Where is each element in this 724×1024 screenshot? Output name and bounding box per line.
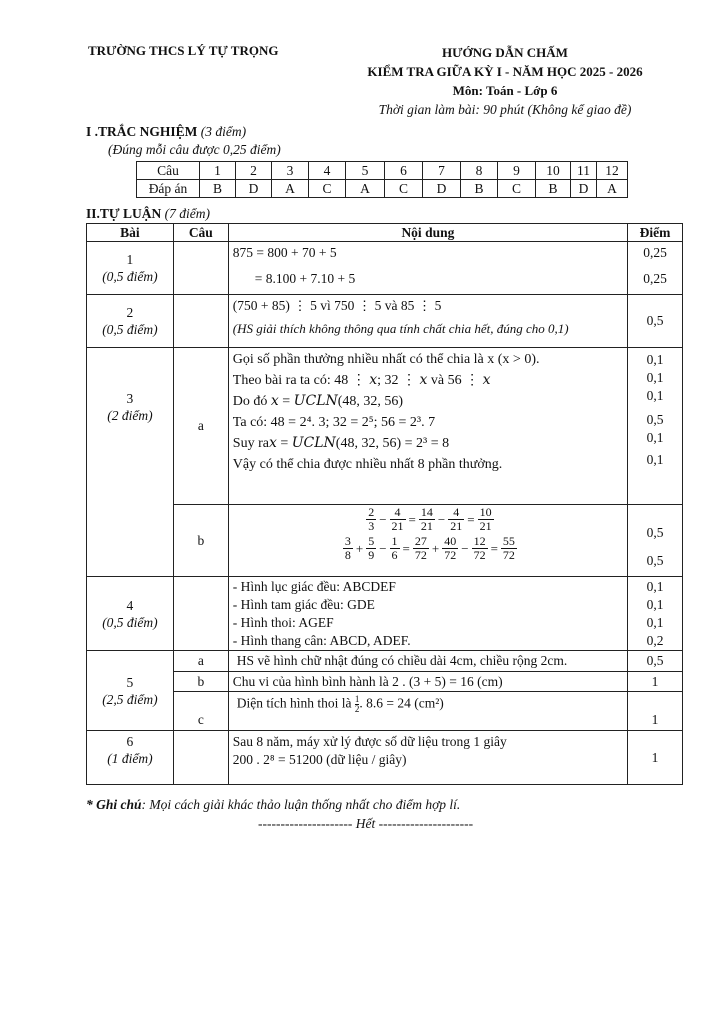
question-number: 7: [423, 162, 461, 180]
answer-letter: A: [272, 180, 309, 198]
section1-title: [86, 124, 246, 140]
score-cell: [628, 577, 683, 651]
content-cell: [228, 692, 627, 731]
content-line: - Hình thang cân: ABCD, ADEF.: [232, 633, 411, 648]
bai-points: (2,5 điểm): [102, 691, 158, 707]
content-line: Ta có: 48 = 2⁴. 3; 32 = 2⁵; 56 = 2³. 7: [232, 415, 436, 430]
answer-letter: B: [200, 180, 236, 198]
score: 1: [651, 673, 659, 689]
school-name: TRƯỜNG THCS LÝ TỰ TRỌNG: [88, 43, 279, 58]
fraction: $\frac{12}{72}$: [473, 534, 486, 562]
bai-cell: [87, 242, 174, 295]
score: 0,1: [646, 452, 664, 467]
section2-points: (7 điểm): [164, 206, 210, 221]
score: 0,5: [646, 313, 664, 328]
score: 0,1: [646, 352, 664, 367]
bai-cell: [87, 348, 174, 577]
answer-letter: A: [346, 180, 385, 198]
cau-cell: [173, 295, 228, 348]
bai-number: 3: [126, 391, 134, 406]
score: 0,5: [646, 525, 664, 540]
section2-heading: II.TỰ LUẬN: [86, 206, 162, 221]
header-block: [340, 43, 670, 119]
section2-title: [86, 206, 210, 222]
equation-1: $\frac{2}{3}$ − $\frac{4}{21}$ = $\frac{14}{21}$ − $\frac{4}{21}$ = $\frac{10}{21}$: [368, 505, 492, 533]
question-number: 1: [200, 162, 236, 180]
bai-number: 4: [126, 597, 134, 613]
content-line: (750 + 85) ⋮ 5 vì 750 ⋮ 5 và 85 ⋮ 5: [232, 298, 442, 313]
cau-cell: [173, 731, 228, 785]
bai-points: (2 điểm): [107, 408, 153, 423]
header-noidung: Nội dung: [228, 224, 627, 242]
content-line: Chu vi của hình bình hành là 2 . (3 + 5) = 16 (cm): [232, 673, 503, 689]
question-label: Câu: [137, 162, 200, 180]
header-diem: Điểm: [628, 224, 683, 242]
score-cell: [628, 651, 683, 672]
footnote: [86, 797, 460, 813]
question-number: 12: [597, 162, 628, 180]
cau-label: c: [197, 712, 204, 727]
section1-heading: I .TRẮC NGHIỆM: [86, 124, 198, 139]
answer-letter: C: [385, 180, 423, 198]
equation-2: $\frac{3}{8}$ + $\frac{5}{9}$ − $\frac{1}{6}$ = $\frac{27}{72}$ + $\frac{40}{72}$ − $\frac{12}{72}$ = $\frac{55}{72}$: [344, 534, 515, 562]
score: 0,1: [646, 430, 664, 445]
fraction: $\frac{3}{8}$: [344, 534, 351, 562]
score-cell: [628, 692, 683, 731]
content-line: Do đó 𝑥 = 𝑈𝐶𝐿𝑁(48, 32, 56): [232, 394, 404, 409]
content-text: Diện tích hình thoi là: [236, 695, 355, 711]
question-number: 11: [571, 162, 597, 180]
content-cell: [228, 348, 627, 505]
fraction: $\frac{2}{3}$: [368, 505, 375, 533]
fraction: $\frac{40}{72}$: [444, 534, 457, 562]
question-row: [137, 162, 628, 180]
cau-cell: b: [173, 672, 228, 692]
section1-points: (3 điểm): [200, 124, 247, 139]
fraction: $\frac{5}{9}$: [368, 534, 375, 562]
question-number: 8: [461, 162, 498, 180]
score: 1: [651, 749, 659, 765]
cau-cell: [173, 242, 228, 295]
content-line: - Hình tam giác đều: GDE: [232, 597, 375, 612]
score: 0,25: [643, 271, 667, 286]
question-number: 4: [309, 162, 346, 180]
score-cell: [628, 672, 683, 692]
question-number: 10: [536, 162, 571, 180]
content-cell: [228, 672, 627, 692]
score-cell: [628, 348, 683, 505]
subject: Môn: Toán - Lớp 6: [452, 83, 558, 98]
score-cell: [628, 295, 683, 348]
doc-title: HƯỚNG DẪN CHẤM: [442, 45, 568, 60]
fraction: $\frac{1}{2}$: [354, 694, 360, 714]
score: 0,25: [643, 245, 667, 260]
score-cell: [628, 505, 683, 577]
bai-number: 6: [126, 734, 134, 749]
bai-points: (0,5 điểm): [102, 269, 158, 284]
answer-letter: D: [236, 180, 272, 198]
score: 0,2: [646, 633, 664, 648]
end-marker: [258, 816, 473, 832]
bai-cell: [87, 577, 174, 651]
fraction: $\frac{55}{72}$: [502, 534, 515, 562]
score: 0,1: [646, 370, 664, 385]
score: 0,5: [646, 412, 664, 427]
content-line: Gọi số phần thưởng nhiều nhất có thể chia là x (x > 0).: [232, 352, 540, 367]
content-line: Sau 8 năm, máy xử lý được số dữ liệu trong 1 giây: [232, 734, 507, 749]
content-line: 875 = 800 + 70 + 5: [232, 245, 337, 260]
essay-table: [86, 223, 683, 785]
cau-cell: [173, 577, 228, 651]
exam-name: KIỂM TRA GIỮA KỲ I - NĂM HỌC 2025 - 2026: [367, 64, 643, 79]
question-number: 5: [346, 162, 385, 180]
answer-label: Đáp án: [137, 180, 200, 198]
score: 0,1: [646, 579, 664, 594]
bai-number: 1: [126, 252, 134, 267]
content-cell: [228, 505, 627, 577]
answer-letter: A: [597, 180, 628, 198]
table-row: [87, 348, 683, 505]
content-text: . 8.6 = 24 (cm²): [359, 695, 444, 711]
answer-letter: C: [309, 180, 346, 198]
bai-points: (0,5 điểm): [102, 322, 158, 337]
content-line: Theo bài ra ta có: 48 ⋮ 𝑥; 32 ⋮ 𝑥 và 56 ⋮ 𝑥: [232, 373, 491, 388]
fraction: $\frac{1}{6}$: [391, 534, 398, 562]
fraction: $\frac{27}{72}$: [414, 534, 427, 562]
section1-note: (Đúng mỗi câu được 0,25 điểm): [108, 142, 281, 157]
content-line: = 8.100 + 7.10 + 5: [254, 271, 356, 286]
content-cell: [228, 731, 627, 785]
exam-time: Thời gian làm bài: 90 phút (Không kể giao đề): [378, 102, 632, 117]
bai-number: 2: [126, 305, 134, 320]
cau-cell: b: [173, 505, 228, 577]
answer-letter: C: [498, 180, 536, 198]
answer-letter: D: [571, 180, 597, 198]
content-line: (HS giải thích không thông qua tính chất chia hết, đúng cho 0,1): [232, 321, 569, 336]
score: 0,5: [646, 553, 664, 568]
content-line: HS vẽ hình chữ nhật đúng có chiều dài 4cm, chiều rộng 2cm.: [236, 653, 568, 668]
table-row: [87, 505, 683, 577]
fraction: $\frac{4}{21}$: [391, 505, 404, 533]
bai-number: 5: [126, 674, 134, 690]
score: 1: [651, 712, 659, 727]
multiple-choice-table: [136, 161, 628, 198]
end-dashes-left: ---------------------: [258, 816, 356, 831]
answer-letter: D: [423, 180, 461, 198]
header-bai: Bài: [87, 224, 174, 242]
content-line: Suy ra𝑥 = 𝑈𝐶𝐿𝑁(48, 32, 56) = 2³ = 8: [232, 436, 450, 451]
bai-cell: [87, 651, 174, 731]
end-word: Hết: [355, 816, 376, 831]
table-row: [87, 692, 683, 731]
content-cell: [228, 242, 627, 295]
answer-row: [137, 180, 628, 198]
content-line: - Hình thoi: AGEF: [232, 615, 334, 630]
table-row: [87, 242, 683, 295]
score-cell: [628, 242, 683, 295]
table-header-row: [87, 224, 683, 242]
question-number: 3: [272, 162, 309, 180]
bai-points: (1 điểm): [107, 751, 153, 766]
score: 0,1: [646, 615, 664, 630]
cau-cell: a: [173, 651, 228, 672]
bai-cell: [87, 295, 174, 348]
note-text: : Mọi cách giải khác thảo luận thống nhất cho điểm hợp lí.: [141, 797, 461, 812]
score-cell: [628, 731, 683, 785]
score: 0,1: [646, 388, 664, 403]
note-label: * Ghi chú: [86, 797, 142, 812]
bai-points: (0,5 điểm): [102, 614, 158, 630]
content-cell: [228, 295, 627, 348]
score: 0,5: [646, 653, 664, 668]
content-line: 200 . 2⁸ = 51200 (dữ liệu / giây): [232, 752, 407, 767]
content-line: - Hình lục giác đều: ABCDEF: [232, 579, 396, 594]
bai-cell: [87, 731, 174, 785]
answer-letter: B: [461, 180, 498, 198]
score: 0,1: [646, 597, 664, 612]
table-row: [87, 651, 683, 672]
fraction: $\frac{10}{21}$: [479, 505, 492, 533]
header-cau: Câu: [173, 224, 228, 242]
content-cell: [228, 651, 627, 672]
question-number: 2: [236, 162, 272, 180]
answer-letter: B: [536, 180, 571, 198]
question-number: 9: [498, 162, 536, 180]
fraction: $\frac{4}{21}$: [450, 505, 463, 533]
cau-cell: [173, 692, 228, 731]
content-cell: [228, 577, 627, 651]
table-row: [87, 731, 683, 785]
fraction: $\frac{14}{21}$: [420, 505, 433, 533]
table-row: [87, 672, 683, 692]
cau-cell: a: [173, 348, 228, 505]
table-row: [87, 295, 683, 348]
end-dashes-right: ---------------------: [375, 816, 474, 831]
question-number: 6: [385, 162, 423, 180]
content-line: Vậy có thể chia được nhiều nhất 8 phần thưởng.: [232, 457, 503, 472]
table-row: [87, 577, 683, 651]
